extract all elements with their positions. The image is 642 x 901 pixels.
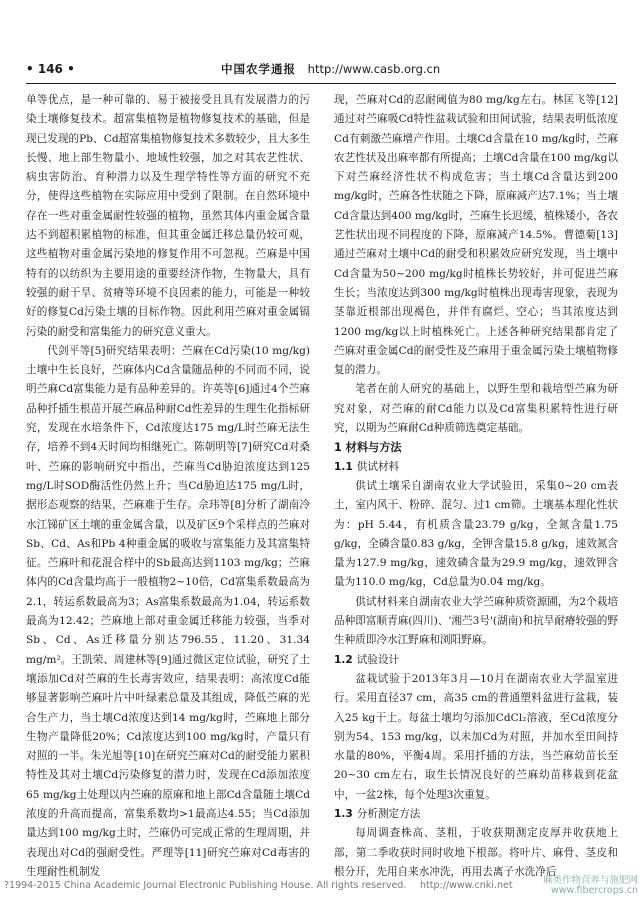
page-footer — [0, 876, 642, 896]
journal-url[interactable]: http://www.casb.org.cn — [307, 62, 441, 76]
paragraph: 供试材料来自湖南农业大学苎麻种质资源圃，为2个栽培品种即富顺青麻(四川)、'湘苎3号'(湖南)和抗旱耐瘠较强的野生种质即冷水江野麻和浏阳野麻。 — [334, 595, 618, 647]
watermark — [478, 876, 638, 896]
subsection-title: 分析测定方法 — [356, 807, 421, 820]
header-rule — [26, 83, 616, 84]
paragraph: 每周调查株高、茎粗，于收获期测定皮厚并收获地上部，第二季收获时同时收地下根部。将叶片、麻骨、茎皮和根分开，先用自来水冲洗，再用去离子水洗净后 — [334, 827, 618, 878]
journal-header — [221, 61, 440, 77]
journal-title: 中国农学通报 — [221, 62, 296, 76]
page-header — [26, 58, 616, 80]
subsection-number: 1.3 — [334, 807, 353, 820]
subsection-heading — [334, 805, 618, 824]
copyright-text: ?1994-2015 China Academic Journal Electronic Publishing House. All rights reserved. — [4, 880, 407, 891]
left-column — [26, 91, 310, 882]
watermark-line-2: www.fibercrops.cn — [551, 885, 638, 896]
subsection-number: 1.2 — [334, 653, 353, 666]
paragraph: 代剑平等[5]研究结果表明：苎麻在Cd污染(10 mg/kg)土壤中生长良好，苎麻体内Cd含量随品种的不同而不同，说明苎麻Cd富集能力是有品种差异的。许英等[6]通过4个苎麻品种扦插生根苗开展苎麻品种耐Cd性差异的生理生化指标研究，发现在水培条件下，Cd浓度达175 mg/L时苎麻无法生存，培养不到4天时间均相继死亡。陈朝明等[7]研究Cd对桑叶、苎麻的影响研究中指出，苎麻当Cd胁迫浓度达到125 mg/L时SOD酶活性仍然上升；当Cd胁迫达175 mg/L时，据形态观察的结果，苎麻难于生存。佘玮等[8]分析了湖南冷水江锑矿区土壤的重金属含量，以及矿区9个采样点的苎麻对Sb、Cd、As和Pb 4种重金属的吸收与富集能力及其富集特征。苎麻叶和花混合样中的Sb最高达到1103 mg/kg；苎麻体内的Cd含量均高于一般植物2~10倍，Cd富集系数最高为2.1，转运系数最高为3；As富集系数最高为1.04，转运系数最高为12.42；苎麻地上部对重金属迁移能力较强，当季对Sb、Cd、As迁移量分别达796.55、11.20、31.34 mg/m²。王凯荣、周建林等[9]通过微区定位试验，研究了土壤添加Cd对苎麻的生长毒害效应，结果表明：高浓度Cd能够显著影响苎麻叶片中叶绿素总量及其组成，降低苎麻的光合生产力，当土壤Cd浓度达到14 mg/kg时，苎麻地上部分生物产量降低20%；Cd浓度达到100 mg/kg时，产量只有对照的一半。朱光旭等[10]在研究苎麻对Cd的耐受能力累积特性及其对土壤Cd污染修复的潜力时，发现在Cd添加浓度65 mg/kg土处理以内苎麻的原麻和地上部Cd含量随土壤Cd浓度的升高而提高，富集系数均>1最高达4.55；当Cd添加量达到100 mg/kg土时，苎麻仍可完成正常的生理周期，并表现出对Cd的强耐受性。严理等[11]研究苎麻对Cd毒害的生理耐性机制发 — [26, 344, 310, 878]
right-column — [334, 91, 618, 882]
subsection-heading — [334, 458, 618, 477]
paragraph: 单等优点，是一种可靠的、易于被接受且具有发展潜力的污染土壤修复技术。超富集植物是植物修复技术的基础，但是现已发现的Pb、Cd超富集植物修复技术多数较少，且大多生长慢、地上部生物量小、地域性较强，加之对其农艺性状、病虫害防治、育种潜力以及生理学特性等方面的研究不充分，使得这些植物在实际应用中受到了限制。在自然环境中存在一些对重金属耐性较强的植物，虽然其体内重金属含量达不到超积累植物的标准，但其重金属迁移总量仍较可观，这些植物对重金属污染地的修复作用不可忽视。苎麻是中国特有的以纺织为主要用途的重要经济作物，生物量大，具有较强的耐干旱、贫瘠等环境不良因素的能力，可能是一种较好的修复Cd污染土壤的目标作物。因此利用苎麻对重金属镉污染的耐受和富集能力的研究意义重大。 — [26, 94, 310, 338]
subsection-title: 试验设计 — [356, 653, 400, 666]
cnki-link[interactable]: http://www.cnki.net — [420, 880, 513, 891]
subsection-title: 供试材料 — [356, 460, 400, 473]
page-number: • 146 • — [26, 62, 75, 76]
paragraph: 现，苎麻对Cd的忍耐阈值为80 mg/kg左右。林匡飞等[12]通过对苎麻吸Cd特性盆栽试验和田间试验，结果表明低浓度Cd有刺激苎麻增产作用。土壤Cd含量在10 mg/kg时，苎麻农艺性状及出麻率都有所提高；土壤Cd含量在100 mg/kg以下对苎麻经济性状不构成危害；当土壤Cd含量达到200 mg/kg时，苎麻各性状随之下降，原麻减产达7.1%；当土壤Cd含量达到400 mg/kg时，苎麻生长迟缓，植株矮小，各农艺性状出现不同程度的下降，原麻减产14.5%。曹德菊[13]通过苎麻对土壤中Cd的耐受和积累效应研究发现，当土壤中Cd含量为50~200 mg/kg时植株长势较好，并可促进苎麻生长；当浓度达到300 mg/kg时植株出现毒害现象，表现为茎靠近根部出现褐色，并伴有腐烂、空心；当其浓度达到1200 mg/kg以上时植株死亡。上述各种研究结果都肯定了苎麻对重金属Cd的耐受性及苎麻用于重金属污染土壤植物修复的潜力。 — [334, 94, 618, 377]
section-heading: 1 材料与方法 — [334, 441, 402, 455]
paragraph: 供试土壤采自湖南农业大学试验田，采集0~20 cm表土，室内风干、粉碎、混匀、过1 cm筛。土壤基本理化性状为：pH 5.44，有机质含量23.79 g/kg，全氮含量1.75 g/kg，全磷含量0.83 g/kg，全钾含量15.8 g/kg，速效氮含量为127.9 mg/kg，速效磷含量为29.9 mg/kg，速效钾含量为110.0 mg/kg，Cd总量为0.04 mg/kg。 — [334, 479, 618, 589]
subsection-heading — [334, 651, 618, 670]
paragraph: 笔者在前人研究的基础上，以野生型和栽培型苎麻为研究对象，对苎麻的耐Cd能力以及Cd富集积累特性进行研究，以期为苎麻耐Cd种质筛选奠定基础。 — [334, 383, 618, 435]
paragraph: 盆栽试验于2013年3月—10月在湖南农业大学温室进行。采用直径37 cm，高35 cm的普通塑料盆进行盆栽，装入25 kg干土。每盆土壤均匀添加CdCl₂溶液，至Cd浓度分别为54、153 mg/kg，以未加Cd为对照，并加水至田间持水量的80%，平衡4周。采用扦插的方法，当苎麻幼苗长至20~30 cm左右，取生长情况良好的苎麻幼苗移栽到花盆中，一盆2株，每个处理3次重复。 — [334, 672, 618, 801]
watermark-line-1: 麻类作物营养与施肥网 — [542, 875, 638, 886]
subsection-number: 1.1 — [334, 460, 353, 473]
